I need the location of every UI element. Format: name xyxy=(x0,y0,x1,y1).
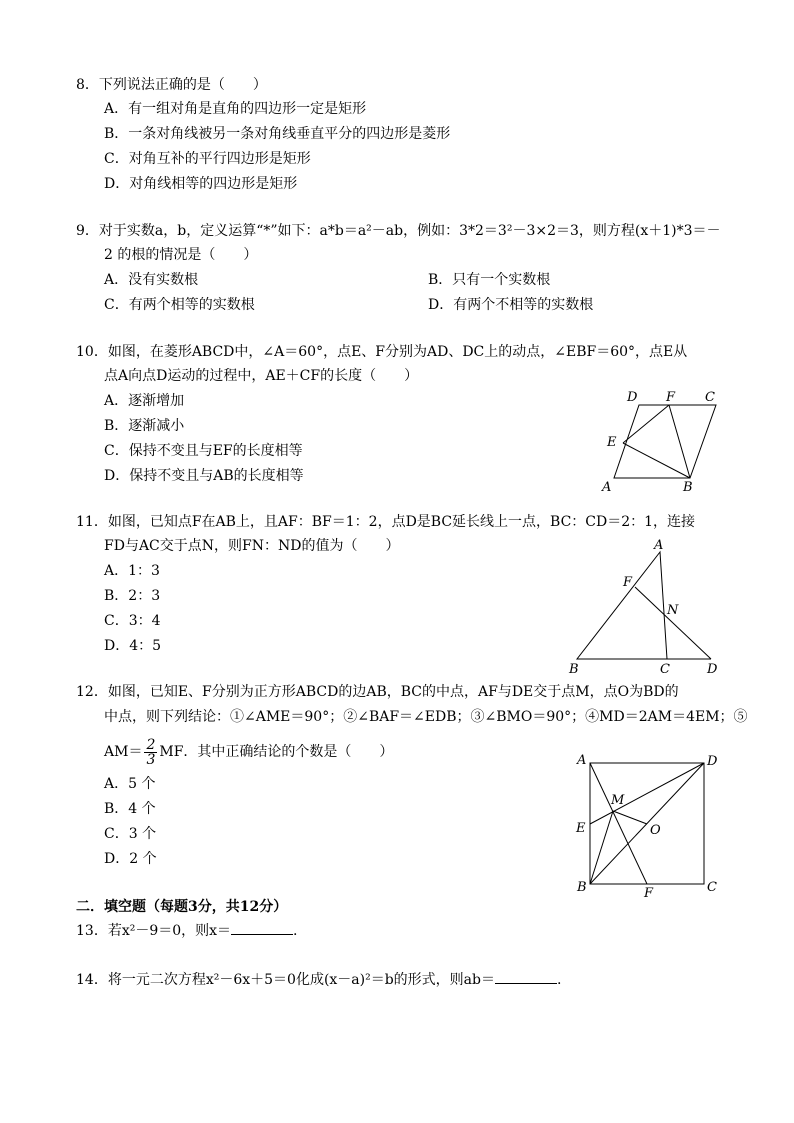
q12-option-c: C．3 个 xyxy=(104,826,157,842)
q9-option-c: C．有两个相等的实数根 xyxy=(104,297,255,313)
q14 xyxy=(76,971,561,989)
q10-option-d: D．保持不变且与AB的长度相等 xyxy=(104,468,304,484)
label-d: D xyxy=(627,390,638,405)
label-f: F xyxy=(623,575,633,590)
q9-stem-line1: 9．对于实数a，b，定义运算“*”如下：a*b＝a²－ab，例如：3*2＝3²－3×2＝3，则方程(x＋1)*3＝－ xyxy=(76,223,721,239)
triangle-abc xyxy=(577,552,667,659)
q14-end: . xyxy=(557,972,562,988)
q11-option-c: C．3：4 xyxy=(104,613,161,629)
label-o: O xyxy=(650,823,661,838)
q12-square-figure xyxy=(572,752,732,900)
q11-option-b: B．2：3 xyxy=(104,588,161,604)
label-a: A xyxy=(654,538,664,553)
q10-stem-line1: 10．如图，在菱形ABCD中，∠A＝60°，点E、F分别为AD、DC上的动点，∠EBF＝60°，点E从 xyxy=(76,344,688,360)
q11-stem-line2: FD与AC交于点N，则FN：ND的值为（ ） xyxy=(104,538,400,554)
q11-option-d: D．4：5 xyxy=(104,638,162,654)
q12-stem-line3-post: MF．其中正确结论的个数是（ ） xyxy=(159,744,394,760)
label-b: B xyxy=(577,880,587,895)
q14-text: 14．将一元二次方程x²－6x＋5＝0化成(x－a)²＝b的形式，则ab＝ xyxy=(76,972,495,988)
q10-option-b: B．逐渐减小 xyxy=(104,418,185,434)
q14-answer-blank[interactable] xyxy=(495,971,557,984)
segment-de xyxy=(590,763,704,824)
label-c: C xyxy=(660,662,670,677)
q12-option-d: D．2 个 xyxy=(104,851,157,867)
fraction-numerator: 2 xyxy=(146,736,156,753)
label-f: F xyxy=(666,390,676,405)
q11-stem-line1: 11．如图，已知点F在AB上，且AF：BF＝1：2，点D是BC延长线上一点，BC：CD＝2：1，连接 xyxy=(76,514,696,530)
q12-option-b: B．4 个 xyxy=(104,801,156,817)
q13-text: 13．若x²－9＝0，则x＝ xyxy=(76,923,232,939)
q12-option-a: A．5 个 xyxy=(104,776,156,792)
segment-fd xyxy=(635,587,711,659)
segment-ef xyxy=(623,405,669,443)
label-a: A xyxy=(602,480,612,495)
segment-af xyxy=(590,763,647,884)
label-m: M xyxy=(611,793,625,808)
label-c: C xyxy=(707,880,717,895)
q11-triangle-figure xyxy=(565,538,725,678)
q10-option-a: A．逐渐增加 xyxy=(104,393,185,409)
q13-answer-blank[interactable] xyxy=(231,922,293,935)
q8-option-b: B．一条对角线被另一条对角线垂直平分的四边形是菱形 xyxy=(104,126,451,142)
q12-stem-line2: 中点，则下列结论：①∠AME＝90°；②∠BAF＝∠EDB；③∠BMO＝90°；④MD＝2AM＝4EM；⑤ xyxy=(104,709,748,725)
q13 xyxy=(76,922,298,940)
q9-stem-line2: 2 的根的情况是（ ） xyxy=(104,247,258,263)
q8-option-c: C．对角互补的平行四边形是矩形 xyxy=(104,151,311,167)
rhombus-outline xyxy=(614,405,716,478)
label-a: A xyxy=(577,753,587,768)
q12-fraction xyxy=(144,738,157,767)
label-c: C xyxy=(705,390,715,405)
label-b: B xyxy=(683,480,693,495)
q10-stem-line2: 点A向点D运动的过程中，AE＋CF的长度（ ） xyxy=(104,368,419,384)
q9-option-b: B．只有一个实数根 xyxy=(428,272,551,288)
segment-be xyxy=(623,443,690,478)
label-b: B xyxy=(569,662,579,677)
section-title: 二．填空题（每题3分，共12分） xyxy=(76,899,288,915)
label-e: E xyxy=(576,821,586,836)
q8-option-d: D．对角线相等的四边形是矩形 xyxy=(104,176,298,192)
q9-option-d: D．有两个不相等的实数根 xyxy=(428,297,594,313)
label-d: D xyxy=(707,754,718,769)
q10-option-c: C．保持不变且与EF的长度相等 xyxy=(104,443,303,459)
fraction-denominator: 3 xyxy=(146,751,156,768)
q8-option-a: A．有一组对角是直角的四边形一定是矩形 xyxy=(104,101,367,117)
q11-option-a: A．1：3 xyxy=(104,563,160,579)
label-n: N xyxy=(667,603,679,618)
q8-stem: 8．下列说法正确的是（ ） xyxy=(76,77,267,93)
label-e: E xyxy=(607,435,617,450)
segment-fb xyxy=(669,405,690,478)
q12-stem-line1: 12．如图，已知E、F分别为正方形ABCD的边AB，BC的中点，AF与DE交于点M，点O为BD的 xyxy=(76,684,679,700)
q9-option-a: A．没有实数根 xyxy=(104,272,199,288)
q13-end: . xyxy=(293,923,298,939)
q12-stem-line3 xyxy=(104,737,393,767)
label-d: D xyxy=(707,662,718,677)
q12-stem-line3-pre: AM＝ xyxy=(104,744,143,760)
label-f: F xyxy=(644,886,654,901)
q10-rhombus-figure xyxy=(596,386,726,496)
